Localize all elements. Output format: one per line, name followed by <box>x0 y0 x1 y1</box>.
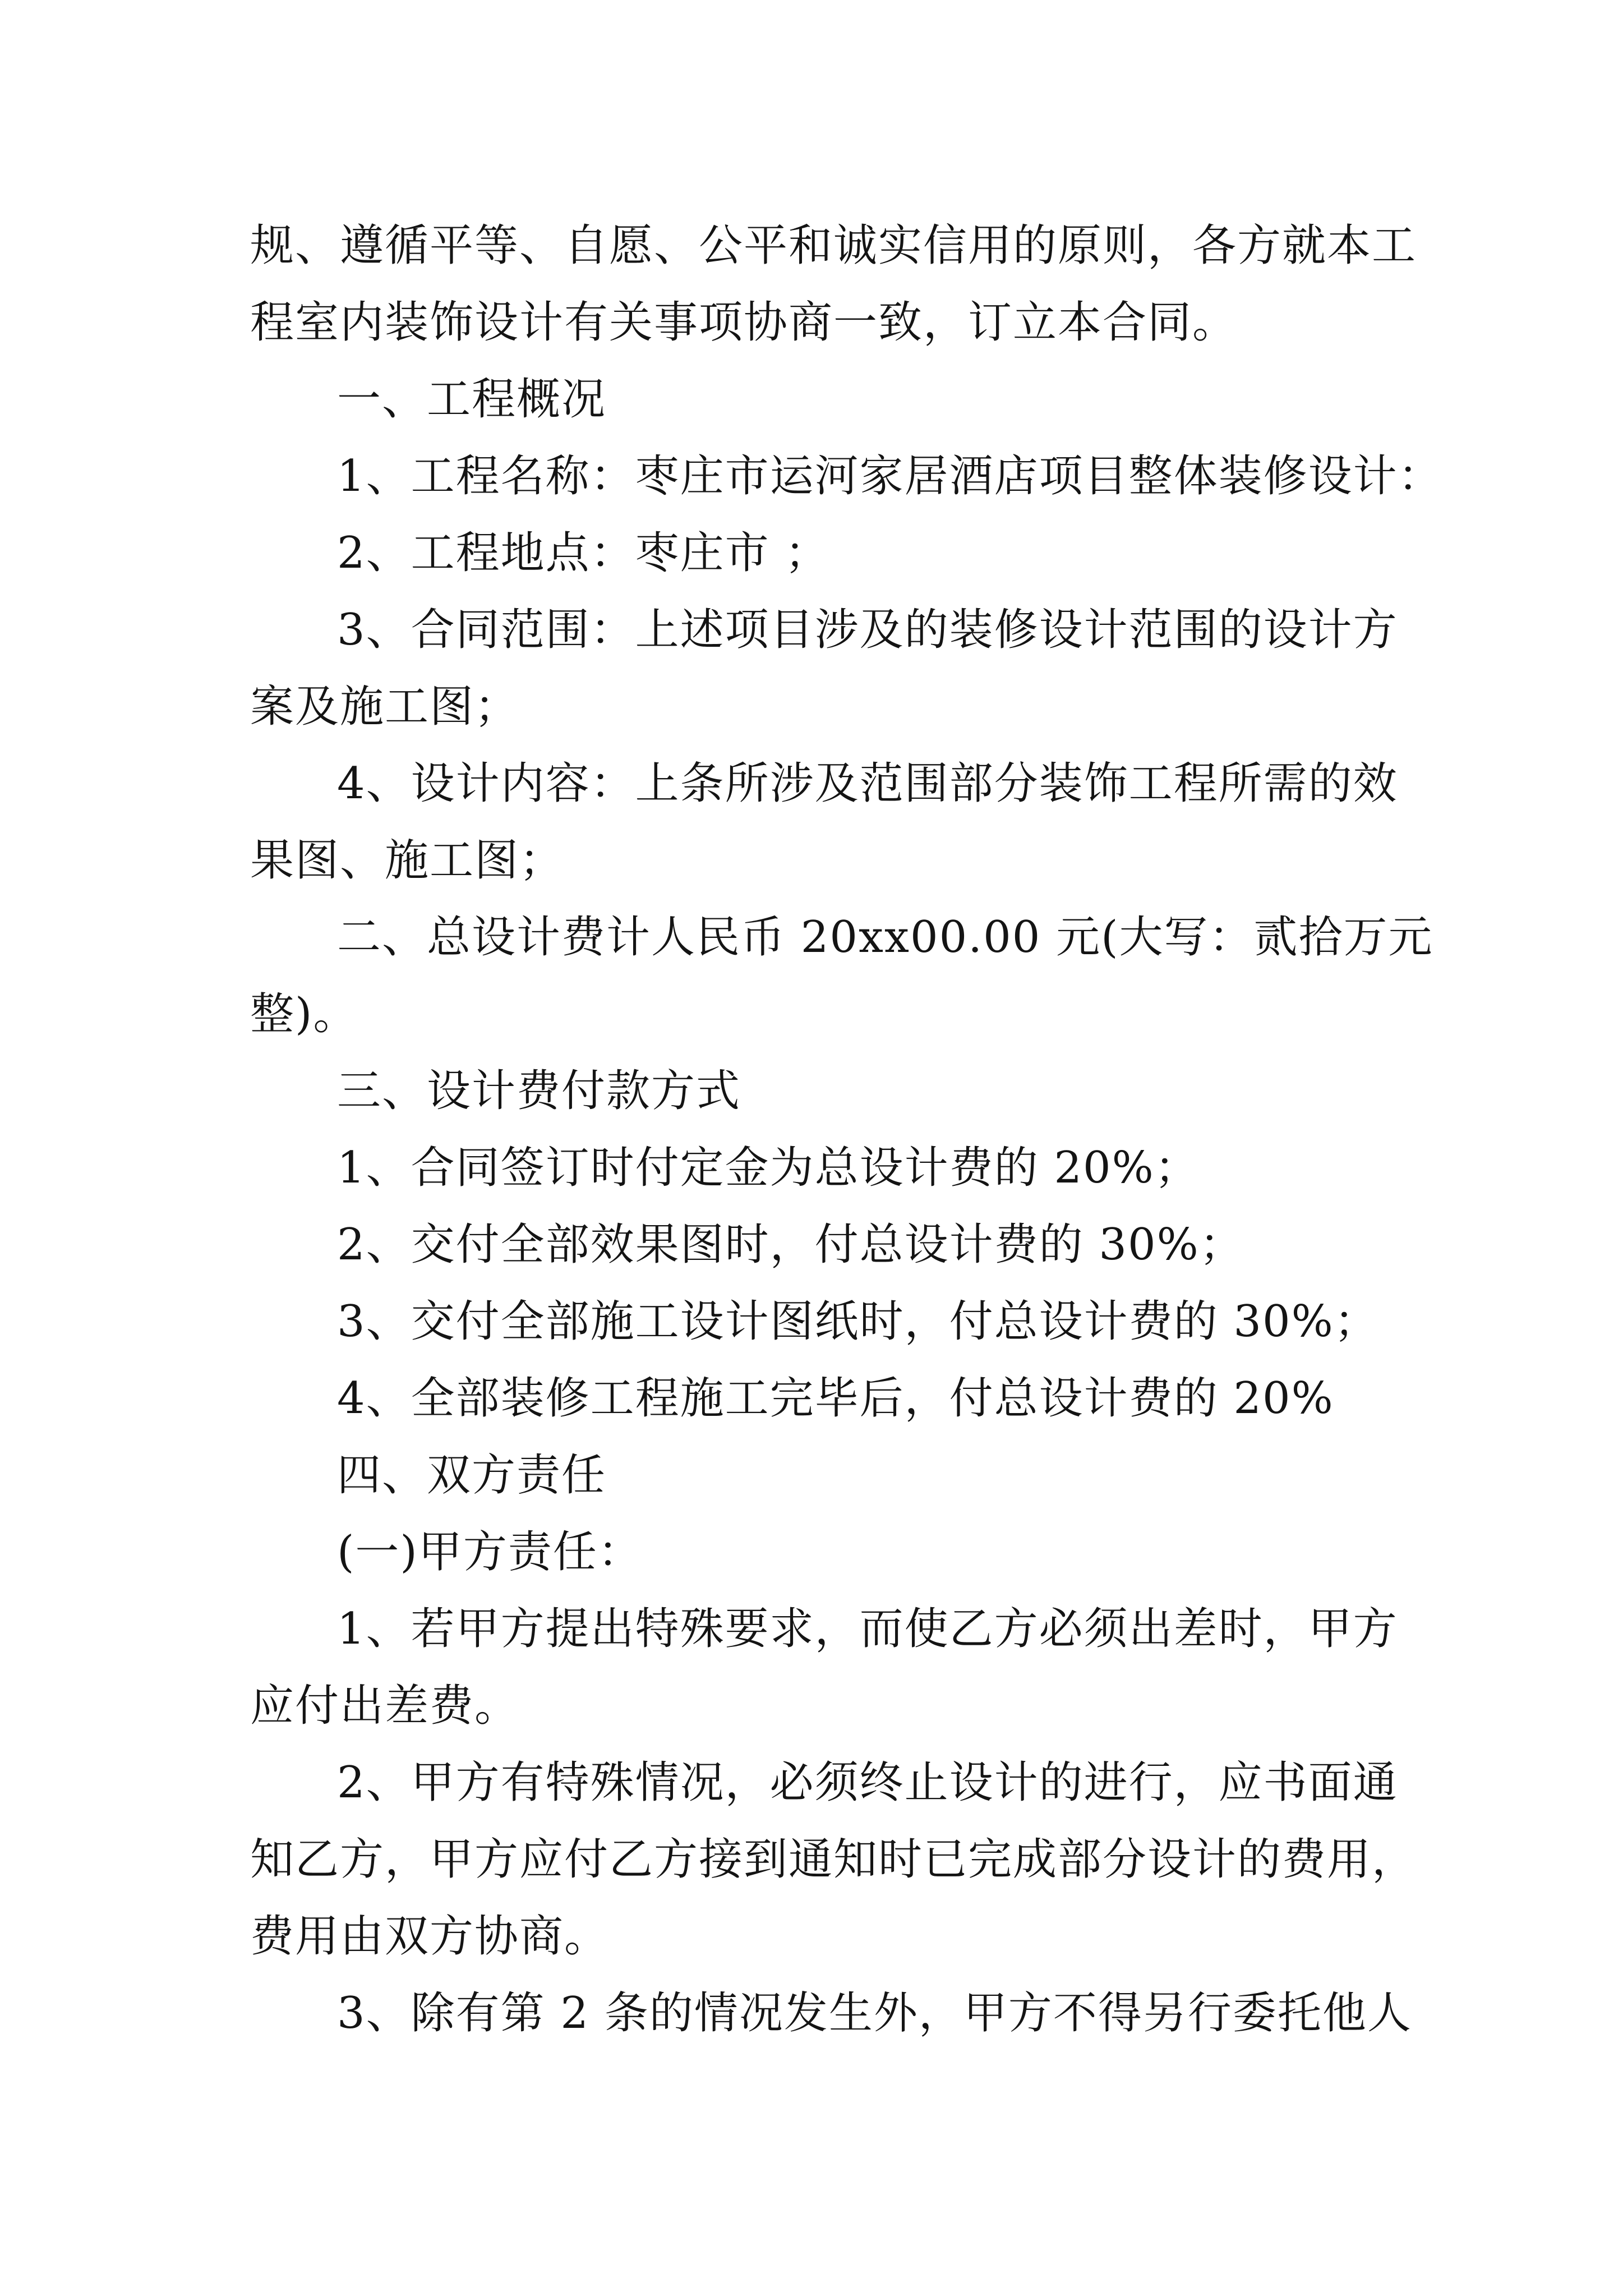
section-heading: 一、工程概况 <box>337 374 607 425</box>
text-line: 1、工程名称：枣庄市运河家居酒店项目整体装修设计： <box>337 451 1443 501</box>
text-line: 费用由双方协商。 <box>250 1911 610 1962</box>
text-line: 3、合同范围：上述项目涉及的装修设计范围的设计方 <box>337 605 1398 655</box>
section-heading: 二、总设计费计人民币 20xx00.00 元(大写：贰拾万元 <box>337 912 1433 963</box>
text-line: 1、合同签订时付定金为总设计费的 20%； <box>337 1143 1200 1193</box>
section-heading: 四、双方责任 <box>337 1450 607 1501</box>
text-line: 3、交付全部施工设计图纸时，付总设计费的 30%； <box>337 1296 1379 1347</box>
text-line: 2、甲方有特殊情况，必须终止设计的进行，应书面通 <box>337 1757 1398 1808</box>
text-line: 果图、施工图； <box>250 835 565 886</box>
text-line: 1、若甲方提出特殊要求，而使乙方必须出差时，甲方 <box>337 1604 1398 1654</box>
subsection-heading: (一)甲方责任： <box>337 1527 643 1577</box>
text-line: 3、除有第 2 条的情况发生外，甲方不得另行委托他人 <box>337 1988 1412 2039</box>
text-line: 4、全部装修工程施工完毕后，付总设计费的 20% <box>337 1373 1334 1424</box>
text-line: 应付出差费。 <box>250 1681 520 1731</box>
text-line: 4、设计内容：上条所涉及范围部分装饰工程所需的效 <box>337 758 1398 809</box>
text-line: 2、交付全部效果图时，付总设计费的 30%； <box>337 1220 1244 1270</box>
text-line: 知乙方，甲方应付乙方接到通知时已完成部分设计的费用， <box>250 1834 1417 1885</box>
text-line: 案及施工图； <box>250 682 520 732</box>
text-line: 2、工程地点：枣庄市 ； <box>337 528 830 578</box>
text-line: 规、遵循平等、自愿、公平和诚实信用的原则，各方就本工 <box>250 220 1417 271</box>
section-heading: 三、设计费付款方式 <box>337 1066 741 1116</box>
text-line: 整)。 <box>250 989 358 1039</box>
contract-text-body <box>250 208 1443 2052</box>
text-line: 程室内装饰设计有关事项协商一致，订立本合同。 <box>250 297 1238 348</box>
